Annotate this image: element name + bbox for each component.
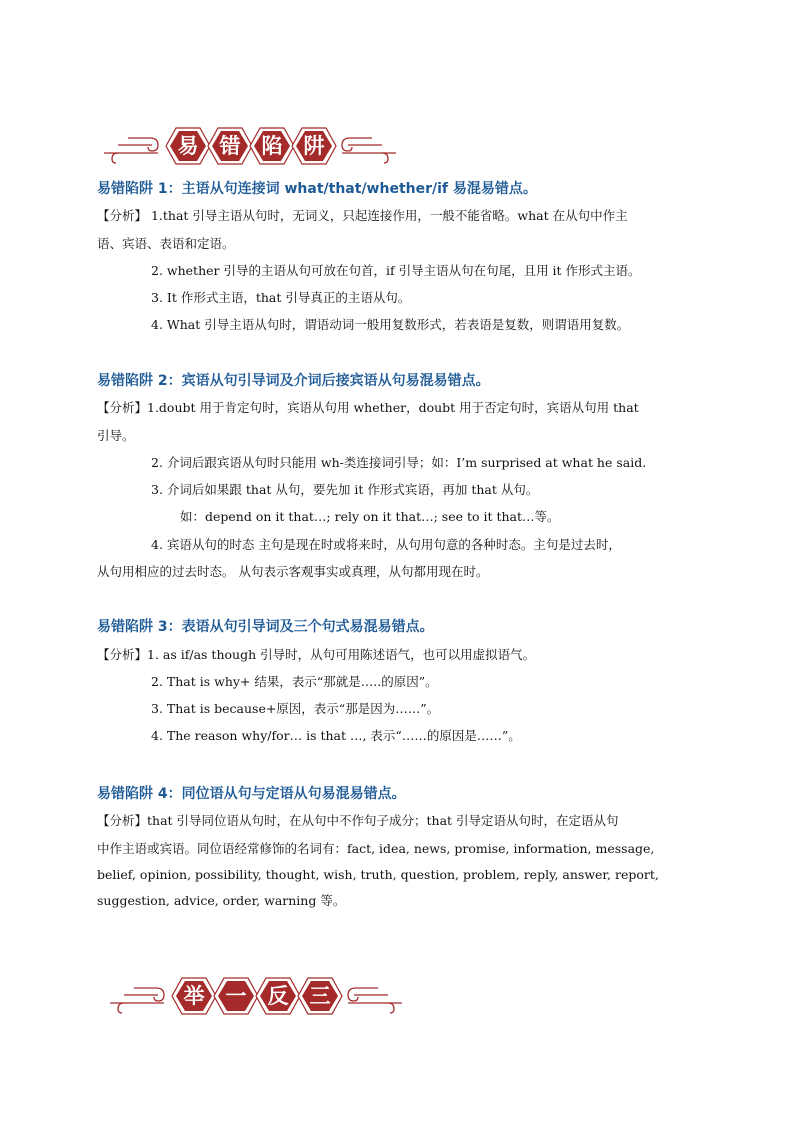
analysis-line: 2. 介词后跟宾语从句时只能用 wh-类连接词引导；如：I’m surprised at what he said.: [151, 455, 647, 470]
analysis-line: 中作主语或宾语。同位语经常修饰的名词有：fact, idea, news, promise, information, message,: [97, 841, 655, 856]
analysis-line: 3. 介词后如果跟 that 从句，要先加 it 作形式宾语，再加 that 从句。: [151, 482, 539, 497]
analysis-line: 2. That is why+ 结果，表示“那就是…..的原因”。: [151, 674, 438, 689]
analysis-line: 3. It 作形式主语，that 引导真正的主语从句。: [151, 290, 411, 305]
analysis-line: 【分析】1. as if/as though 引导时，从句可用陈述语气，也可以用虚拟语气。: [97, 647, 536, 662]
banner-char: 阱: [303, 134, 325, 158]
section-banner-top: [100, 120, 400, 172]
analysis-line: 4. 宾语从句的时态 主句是现在时或将来时，从句用句意的各种时态。主句是过去时，: [151, 537, 621, 552]
section-heading: 易错陷阱 3：表语从句引导词及三个句式易混易错点。: [97, 619, 434, 635]
analysis-line: suggestion, advice, order, warning 等。: [97, 893, 346, 908]
banner-char: 反: [267, 984, 289, 1008]
analysis-line: belief, opinion, possibility, thought, wish, truth, question, problem, reply, answer, report,: [97, 867, 659, 882]
banner-char: 举: [183, 984, 205, 1008]
banner-char: 陷: [261, 134, 283, 158]
section-banner-bottom: [106, 970, 406, 1022]
banner-decoration-icon: [106, 970, 406, 1022]
section-heading: 易错陷阱 2：宾语从句引导词及介词后接宾语从句易混易错点。: [97, 373, 490, 389]
analysis-line: 【分析】 1.that 引导主语从句时，无词义，只起连接作用，一般不能省略。what 在从句中作主: [97, 208, 628, 223]
analysis-line: 3. That is because+原因，表示“那是因为……”。: [151, 701, 440, 716]
banner-char: 三: [309, 984, 331, 1008]
analysis-line: 如：depend on it that…; rely on it that…; see to it that…等。: [180, 509, 560, 524]
analysis-line: 4. What 引导主语从句时，谓语动词一般用复数形式，若表语是复数，则谓语用复数。: [151, 317, 630, 332]
analysis-line: 【分析】1.doubt 用于肯定句时，宾语从句用 whether，doubt 用于否定句时，宾语从句用 that: [97, 400, 639, 415]
banner-char: 一: [225, 984, 247, 1008]
banner-decoration-icon: [100, 120, 400, 172]
banner-char: 易: [177, 134, 199, 158]
analysis-line: 引导。: [97, 428, 135, 443]
analysis-line: 2. whether 引导的主语从句可放在句首，if 引导主语从句在句尾，且用 it 作形式主语。: [151, 263, 641, 278]
banner-char: 错: [219, 134, 241, 158]
analysis-line: 语、宾语、表语和定语。: [97, 236, 235, 251]
analysis-line: 【分析】that 引导同位语从句时，在从句中不作句子成分；that 引导定语从句时，在定语从句: [97, 813, 619, 828]
section-heading: 易错陷阱 4：同位语从句与定语从句易混易错点。: [97, 786, 406, 802]
analysis-line: 4. The reason why/for… is that …, 表示“……的原因是……”。: [151, 728, 521, 743]
section-heading: 易错陷阱 1：主语从句连接词 what/that/whether/if 易混易错点。: [97, 181, 537, 197]
analysis-line: 从句用相应的过去时态。 从句表示客观事实或真理，从句都用现在时。: [97, 564, 489, 579]
